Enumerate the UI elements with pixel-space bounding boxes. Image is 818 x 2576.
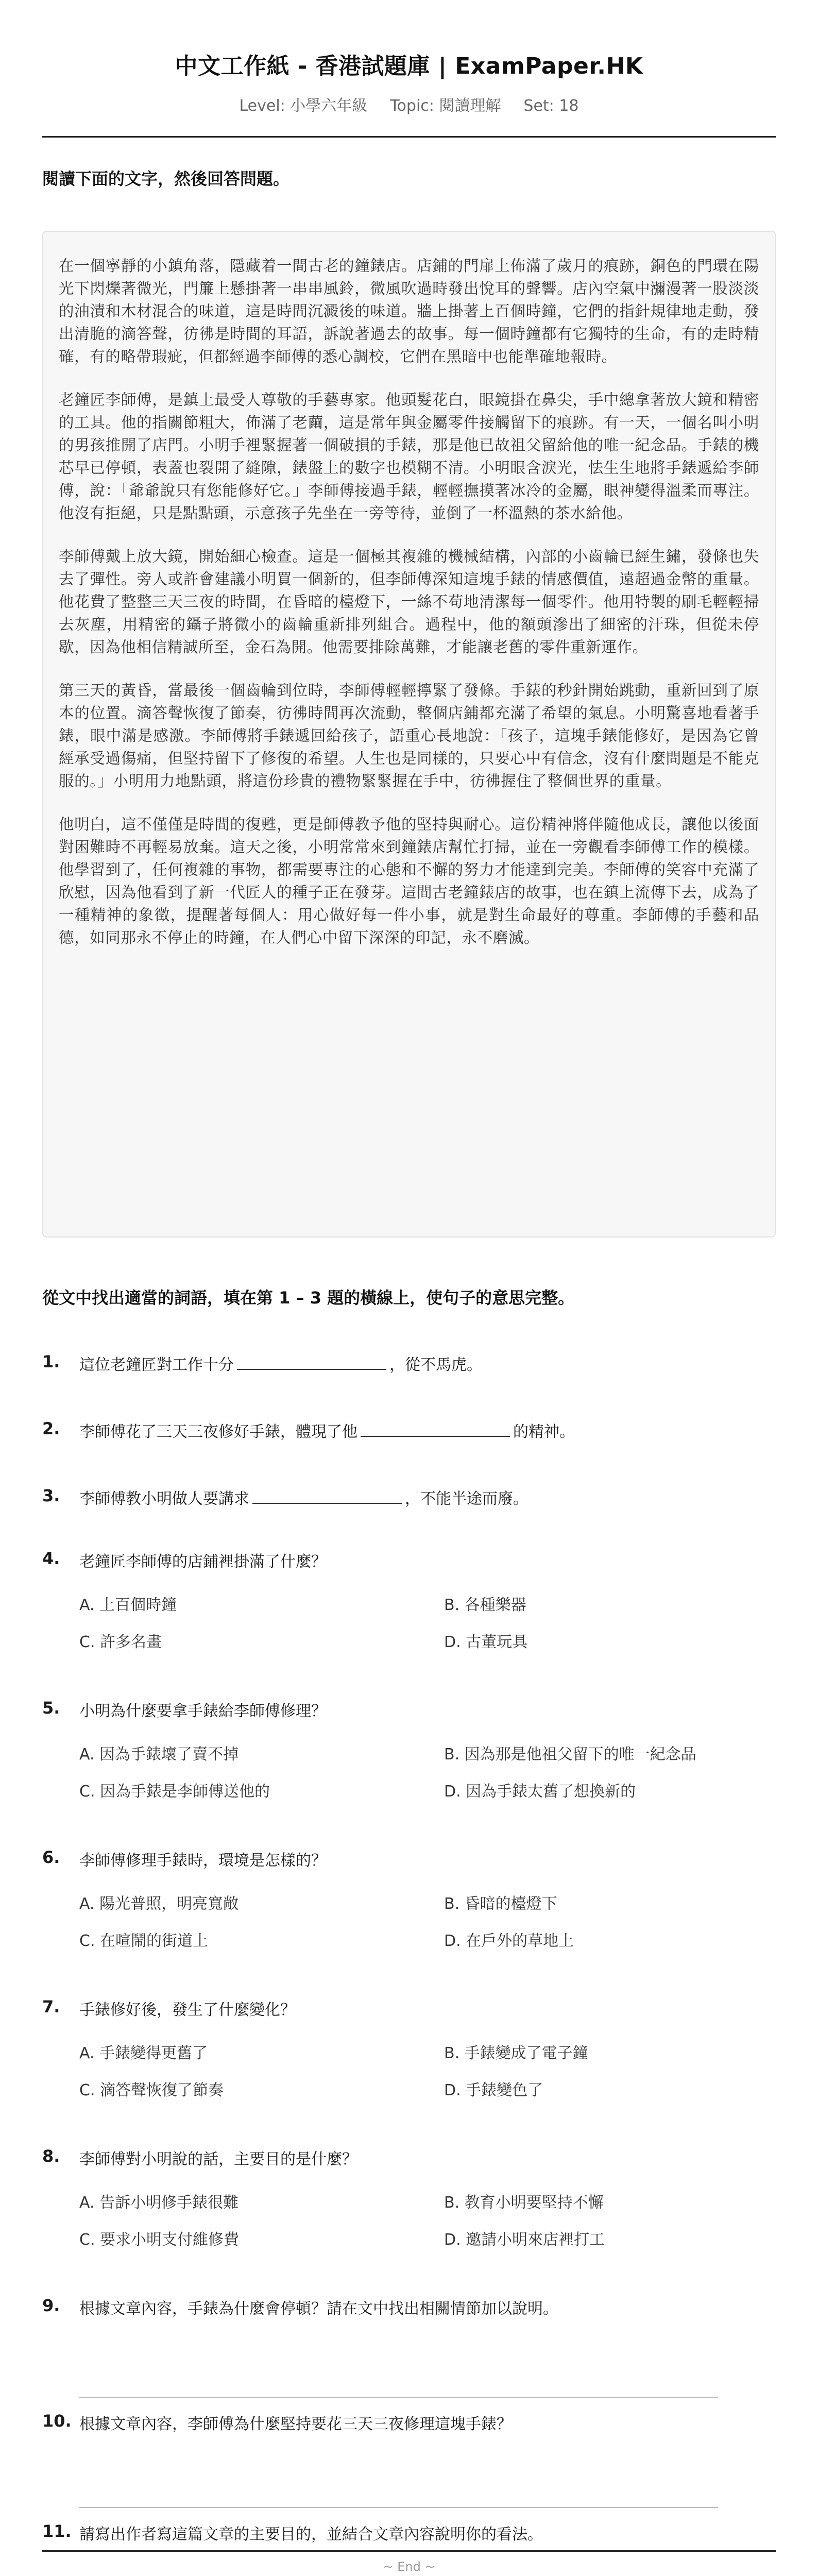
passage-paragraph: 第三天的黃昏，當最後一個齒輪到位時，李師傅輕輕擰緊了發條。手錶的秒針開始跳動，重新回到了原本的位置。滴答聲恢復了節奏，彷彿時間再次流動，整個店鋪都充滿了希望的氣息。小明驚喜地看著手錶，眼中滿是感激。李師傅將手錶遞回給孩子，語重心長地說：「孩子，這塊手錶能修好，是因為它曾經承受過傷痛，但堅持留下了修復的希望。人生也是同樣的，只要心中有信念，沒有什麼問題是不能克服的。」小明用力地點頭，將這份珍貴的禮物緊緊握在手中，彷彿握住了整個世界的重量。 xyxy=(59,682,759,790)
reading-instruction: 閱讀下面的文字，然後回答問題。 xyxy=(42,169,290,189)
question-text: 根據文章內容，李師傅為什麼堅持要花三天三夜修理這塊手錶？ xyxy=(79,2415,512,2433)
page-title: 中文工作紙 - 香港試題庫 | ExamPaper.HK xyxy=(175,53,643,79)
option-c[interactable]: C. 要求小明支付維修費 xyxy=(79,2231,240,2249)
passage-paragraph: 老鐘匠李師傅，是鎮上最受人尊敬的手藝專家。他頭髮花白，眼鏡掛在鼻尖，手中總拿著放大鏡和精密的工具。他的指關節粗大，佈滿了老繭，這是常年與金屬零件接觸留下的痕跡。有一天，一個名叫小明的男孩推開了店門。小明手裡緊握著一個破損的手錶，那是他已故祖父留給他的唯一紀念品。手錶的機芯早已停頓，表蓋也裂開了縫隙，錶盤上的數字也模糊不清。小明眼含淚光，怯生生地將手錶遞給李師傅，說：「爺爺說只有您能修好它。」李師傅接過手錶，輕輕撫摸著冰冷的金屬，眼神變得溫柔而專注。他沒有拒絕，只是點點頭，示意孩子先坐在一旁等待，並倒了一杯溫熱的茶水給他。 xyxy=(59,391,759,522)
set-label: Set: 18 xyxy=(523,97,579,115)
question-number: 10. xyxy=(42,2411,72,2431)
answer-blank[interactable] xyxy=(237,1354,386,1370)
fill-blank-instruction: 從文中找出適當的詞語，填在第 1 – 3 題的橫線上，使句子的意思完整。 xyxy=(42,1288,575,1308)
question-text: 根據文章內容，手錶為什麼會停頓？請在文中找出相關情節加以說明。 xyxy=(79,2300,558,2318)
option-a[interactable]: A. 上百個時鐘 xyxy=(79,1596,177,1614)
option-b[interactable]: B. 昏暗的檯燈下 xyxy=(444,1895,557,1913)
worksheet-meta xyxy=(0,93,818,115)
option-d[interactable]: D. 古董玩具 xyxy=(444,1633,528,1651)
question-number: 9. xyxy=(42,2296,60,2315)
question-text: 手錶修好後，發生了什麼變化？ xyxy=(79,2001,296,2019)
option-a[interactable]: A. 因為手錶壞了賣不掉 xyxy=(79,1745,239,1764)
question-text: 李師傅修理手錶時，環境是怎樣的？ xyxy=(79,1852,327,1870)
end-marker: ~ End ~ xyxy=(383,2560,435,2574)
question-number: 11. xyxy=(42,2521,72,2541)
option-a[interactable]: A. 告訴小明修手錶很難 xyxy=(79,2194,239,2212)
option-d[interactable]: D. 因為手錶太舊了想換新的 xyxy=(444,1783,636,1801)
option-b[interactable]: B. 教育小明要堅持不懈 xyxy=(444,2194,604,2212)
worksheet-page: 中文工作紙 - 香港試題庫 | ExamPaper.HK Level: 小學六年級 Topic: 閱讀理解 Set: 18 閱讀下面的文字，然後回答問題。 在一個寧靜的小鎮角落，隱藏着一間古老的鐘錶店。店鋪的門扉上佈滿了歲月的痕跡，銅色的門環在陽光下閃爍著微光，門簾上懸掛著一串串風鈴，微風吹過時發出悅耳的聲響。店內空氣中瀰漫著一股淡淡的油漬和木材混合的味道，這是時間沉澱後的味道。牆上掛著上百個時鐘，它們的指針規律地走動，發出清脆的滴答聲，彷彿是時間的耳語，訴說著過去的故事。每一個時鐘都有它獨特的生命，有的走時精確，有的略帶瑕疵，但都經過李師傅的悉心調校，它們在黑暗中也能準確地報時。 老鐘匠李師傅，是鎮上最受人尊敬的手藝專家。他頭髮花白，眼鏡掛在鼻尖，手中總拿著放大鏡和精密的工具。他的指關節粗大，佈滿了老繭，這是常年與金屬零件接觸留下的痕跡。有一天，一個名叫小明的男孩推開了店門。小明手裡緊握著一個破損的手錶，那是他已故祖父留給他的唯一紀念品。手錶的機芯早已停頓，表蓋也裂開了縫隙，錶盤上的數字也模糊不清。小明眼含淚光，怯生生地將手錶遞給李師傅，說：「爺爺說只有您能修好它。」李師傅接過手錶，輕輕撫摸著冰冷的金屬，眼神變得溫柔而專注。他沒有拒絕，只是點點頭，示意孩子先坐在一旁等待，並倒了一杯溫熱的茶水給他。 李師傅戴上放大鏡，開始細心檢查。這是一個極其複雜的機械結構，內部的小齒輪已經生鏽，發條也失去了彈性。旁人或許會建議小明買一個新的，但李師傅深知這塊手錶的情感價值，遠超過金幣的重量。他花費了整整三天三夜的時間，在昏暗的檯燈下，一絲不苟地清潔每一個零件。他用特製的刷毛輕輕掃去灰塵，用精密的鑷子將微小的齒輪重新排列組合。過程中，他的額頭滲出了細密的汗珠，但從未停歇，因為他相信精誠所至，金石為開。他需要排除萬難，才能讓老舊的零件重新運作。 第三天的黃昏，當最後一個齒輪到位時，李師傅輕輕擰緊了發條。手錶的秒針開始跳動，重新回到了原本的位置。滴答聲恢復了節奏，彷彿時間再次流動，整個店鋪都充滿了希望的氣息。小明驚喜地看著手錶，眼中滿是感激。李師傅將手錶遞回給孩子，語重心長地說：「孩子，這塊手錶能修好，是因為它曾經承受過傷痛，但堅持留下了修復的希望。人生也是同樣的，只要心中有信念，沒有什麼問題是不能克服的。」小明用力地點頭，將這份珍貴的禮物緊緊握在手中，彷彿握住了整個世界的重量。 他明白，這不僅僅是時間的復甦，更是師傅教予他的堅持與耐心。這份精神將伴隨他成長，讓他以後面對困難時不再輕易放棄。這天之後，小明常常來到鐘錶店幫忙打掃，並在一旁觀看李師傅工作的模樣。他學習到了，任何複雜的事物，都需要專注的心態和不懈的努力才能達到完美。李師傅的笑容中充滿了欣慰，因為他看到了新一代匠人的種子正在發芽。這間古老鐘錶店的故事，也在鎮上流傳下去，成為了一種精神的象徵，提醒著每個人：用心做好每一件小事，就是對生命最好的尊重。李師傅的手藝和品德，如同那永不停止的時鐘，在人們心中留下深深的印記，永不磨滅。 從文中找出適當的詞語，填在第 1 – 3 題的橫線上，使句子的意思完整。 1. 這位老鐘匠對工作十分 ，從不馬虎。 2. 李師傅花了三天三夜修好手錶，體現了他 的精神。 3. 李師傅教小明做人要講求 ，不能半途而廢。 4. 老鐘匠李師傅的店鋪裡掛滿了什麼？ A. 上百個時鐘 B. 各種樂器 C. 許多名畫 D. 古董玩具 5. 小明為什麼要拿手錶給李師傅修理？ A. 因為手錶壞了賣不掉 B. 因為那是他祖父留下的唯一紀念品 C. 因為手錶是李師傅送他的 D. 因為手錶太舊了想換新的 6. 李師傅修理手錶時，環境是怎樣的？ A. 陽光普照，明亮寬敞 B. 昏暗的檯燈下 C. 在喧鬧的街道上 D. 在戶外的草地上 7. 手錶修好後，發生了什麼變化？ A. 手錶變得更舊了 B. 手錶變成了電子鐘 C. 滴答聲恢復了節奏 D. 手錶變色了 8. 李師傅對小明說的話，主要目的是什麼？ A. 告訴小明修手錶很難 B. 教育小明要堅持不懈 C. 要求小明支付維修費 D. 邀請小明來店裡打工 9. 根據文章內容，手錶為什麼會停頓？請在文中找出相關情節加以說明。 10. 根據文章內容，李師傅為什麼堅持要花三天三夜修理這塊手錶？ 11. 請寫出作者寫這篇文章的主要目的，並結合文章內容說明你的看法。 ~ End ~ xyxy=(0,0,818,2576)
question-number: 3. xyxy=(42,1486,60,1505)
answer-line[interactable] xyxy=(79,2507,718,2508)
passage-paragraph: 他明白，這不僅僅是時間的復甦，更是師傅教予他的堅持與耐心。這份精神將伴隨他成長，讓他以後面對困難時不再輕易放棄。這天之後，小明常常來到鐘錶店幫忙打掃，並在一旁觀看李師傅工作的模樣。他學習到了，任何複雜的事物，都需要專注的心態和不懈的努力才能達到完美。李師傅的笑容中充滿了欣慰，因為他看到了新一代匠人的種子正在發芽。這間古老鐘錶店的故事，也在鎮上流傳下去，成為了一種精神的象徵，提醒著每個人：用心做好每一件小事，就是對生命最好的尊重。李師傅的手藝和品德，如同那永不停止的時鐘，在人們心中留下深深的印記，永不磨滅。 xyxy=(59,816,759,946)
option-d[interactable]: D. 在戶外的草地上 xyxy=(444,1932,574,1950)
header-divider xyxy=(42,136,776,138)
option-c[interactable]: C. 許多名畫 xyxy=(79,1633,162,1651)
option-a[interactable]: A. 手錶變得更舊了 xyxy=(79,2044,208,2062)
question-number: 7. xyxy=(42,1997,60,2016)
question-number: 6. xyxy=(42,1848,60,1867)
option-c[interactable]: C. 滴答聲恢復了節奏 xyxy=(79,2081,224,2099)
answer-line[interactable] xyxy=(79,2397,718,2398)
question-number: 4. xyxy=(42,1549,60,1568)
reading-passage xyxy=(42,231,776,1238)
answer-blank[interactable] xyxy=(252,1488,402,1504)
footer-divider xyxy=(42,2550,776,2552)
question-number: 2. xyxy=(42,1419,60,1438)
question-number: 1. xyxy=(42,1352,60,1371)
question-text: 小明為什麼要拿手錶給李師傅修理？ xyxy=(79,1702,327,1720)
question-text: 老鐘匠李師傅的店鋪裡掛滿了什麼？ xyxy=(79,1553,327,1571)
option-b[interactable]: B. 手錶變成了電子鐘 xyxy=(444,2044,588,2062)
option-d[interactable]: D. 手錶變色了 xyxy=(444,2081,543,2099)
passage-paragraph: 在一個寧靜的小鎮角落，隱藏着一間古老的鐘錶店。店鋪的門扉上佈滿了歲月的痕跡，銅色的門環在陽光下閃爍著微光，門簾上懸掛著一串串風鈴，微風吹過時發出悅耳的聲響。店內空氣中瀰漫著一股淡淡的油漬和木材混合的味道，這是時間沉澱後的味道。牆上掛著上百個時鐘，它們的指針規律地走動，發出清脆的滴答聲，彷彿是時間的耳語，訴說著過去的故事。每一個時鐘都有它獨特的生命，有的走時精確，有的略帶瑕疵，但都經過李師傅的悉心調校，它們在黑暗中也能準確地報時。 xyxy=(59,257,759,365)
option-d[interactable]: D. 邀請小明來店裡打工 xyxy=(444,2231,605,2249)
question-text: 李師傅對小明說的話，主要目的是什麼？ xyxy=(79,2150,357,2168)
option-c[interactable]: C. 在喧鬧的街道上 xyxy=(79,1932,209,1950)
option-a[interactable]: A. 陽光普照，明亮寬敞 xyxy=(79,1895,239,1913)
option-b[interactable]: B. 各種樂器 xyxy=(444,1596,526,1614)
option-b[interactable]: B. 因為那是他祖父留下的唯一紀念品 xyxy=(444,1745,696,1764)
question-number: 5. xyxy=(42,1698,60,1718)
level-label: Level: 小學六年級 xyxy=(239,97,368,115)
passage-paragraph: 李師傅戴上放大鏡，開始細心檢查。這是一個極其複雜的機械結構，內部的小齒輪已經生鏽，發條也失去了彈性。旁人或許會建議小明買一個新的，但李師傅深知這塊手錶的情感價值，遠超過金幣的重量。他花費了整整三天三夜的時間，在昏暗的檯燈下，一絲不苟地清潔每一個零件。他用特製的刷毛輕輕掃去灰塵，用精密的鑷子將微小的齒輪重新排列組合。過程中，他的額頭滲出了細密的汗珠，但從未停歇，因為他相信精誠所至，金石為開。他需要排除萬難，才能讓老舊的零件重新運作。 xyxy=(59,548,759,656)
option-c[interactable]: C. 因為手錶是李師傅送他的 xyxy=(79,1783,270,1801)
question-text: 請寫出作者寫這篇文章的主要目的，並結合文章內容說明你的看法。 xyxy=(79,2526,543,2544)
question-number: 8. xyxy=(42,2146,60,2166)
topic-label: Topic: 閱讀理解 xyxy=(390,97,501,115)
answer-blank[interactable] xyxy=(361,1421,510,1437)
